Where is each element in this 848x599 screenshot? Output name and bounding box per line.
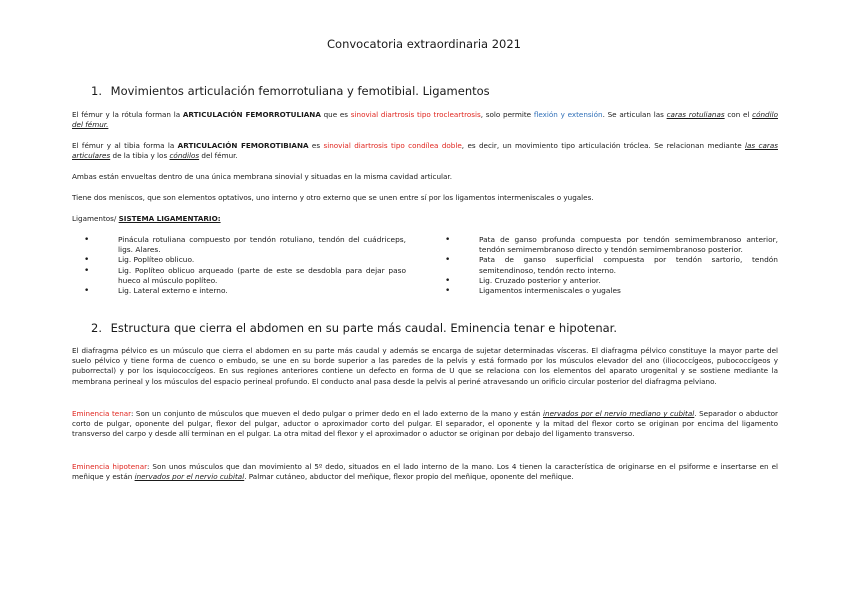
paragraph-eminencia-tenar xyxy=(72,409,778,440)
text-run: del fémur. xyxy=(199,151,238,161)
list-item: • Lig. Poplíteo oblicuo arqueado (parte de este se desdobla para dejar paso hueco al músculo poplíteo. xyxy=(84,266,406,286)
list-item: • Pata de ganso superficial compuesta por tendón sartorio, tendón semitendinoso, tendón recto interno. xyxy=(445,255,778,275)
eminencia-hipotenar-label: Eminencia hipotenar xyxy=(72,462,147,471)
section-1-number: 1. xyxy=(91,84,102,98)
document-title: Convocatoria extraordinaria 2021 xyxy=(327,37,521,51)
list-item: • Pinácula rotuliana compuesto por tendón rotuliano, tendón del cuádriceps, ligs. Alares. xyxy=(84,235,406,255)
text-run: , es decir, un movimiento tipo articulación tróclea. Se relacionan mediante xyxy=(461,141,746,150)
text-run: de la tibia y los xyxy=(110,151,170,161)
text-run-red: sinovial diartrosis tipo condílea doble xyxy=(323,141,462,150)
text-run-underlined: inervados por el nervio mediano y cubital xyxy=(543,409,695,418)
text-run: El fémur y al tibia forma la xyxy=(72,141,178,150)
text-run: que es xyxy=(320,110,351,119)
text-run-underlined: las caras articulares xyxy=(72,141,779,161)
section-1-heading xyxy=(91,84,490,98)
text-run-red: sinovial diartrosis tipo trocleartrosis xyxy=(350,110,481,119)
list-item: • Pata de ganso profunda compuesta por tendón semimembranoso anterior, tendón semimembranoso directo y tendón semimembranoso posterior. xyxy=(445,235,778,255)
ligament-system-title: SISTEMA LIGAMENTARIO: xyxy=(118,214,221,223)
paragraph-femorotibiana xyxy=(72,141,778,161)
ligament-list-left xyxy=(84,235,406,296)
text-run: con el xyxy=(724,110,753,119)
list-item: • Lig. Cruzado posterior y anterior. xyxy=(445,276,778,286)
text-run: es xyxy=(308,141,324,150)
paragraph-diafragma: El diafragma pélvico es un músculo que cierra el abdomen en su parte más caudal y además se encarga de sujetar determinadas vísceras. El diafragma pélvico constituye la mayor parte del suelo pélvico y tiene forma de cuenco o embudo, se une en su borde superior a las paredes de la pelvis y está formado por los músculos elevador del ano (iliococcígeos, pubococcígeos y puborrectal) y por los isquiococcígeos. En sus regiones anteriores contiene un defecto en forma de U que se relaciona con los elementos del aparato urogenital y se sostiene mediante la membrana perineal y los músculos del espacio perineal profundo. El conducto anal pasa desde la pelvis al periné atravesando un orificio circular posterior del diafragma pelviano. xyxy=(72,346,778,386)
text-run: , solo permite xyxy=(480,110,534,119)
ligament-list-right xyxy=(445,235,778,296)
text-run: El fémur y la rótula forman la xyxy=(72,110,183,119)
list-item: • Lig. Poplíteo oblicuo. xyxy=(84,255,406,265)
text-run: : Son un conjunto de músculos que mueven el dedo pulgar o primer dedo en el lado externo de la mano y están xyxy=(130,409,544,418)
list-item: • Lig. Lateral externo e interno. xyxy=(84,286,406,296)
section-2-heading xyxy=(91,321,617,335)
text-run-bold: ARTICULACIÓN FEMORROTULIANA xyxy=(182,110,321,119)
ligamentos-label xyxy=(72,214,778,224)
paragraph-membrana: Ambas están envueltas dentro de una única membrana sinovial y situadas en la misma cavidad articular. xyxy=(72,172,452,181)
text-run: . Palmar cutáneo, abductor del meñique, flexor propio del meñique, oponente del meñique. xyxy=(244,472,574,482)
paragraph-femorrotuliana xyxy=(72,110,778,130)
paragraph-meniscos: Tiene dos meniscos, que son elementos optativos, uno interno y otro externo que se unen entre sí por los ligamentos intermeniscales o yugales. xyxy=(72,193,594,202)
section-1-heading-text: Movimientos articulación femorrotuliana y femotibial. Ligamentos xyxy=(110,84,490,98)
text-run-underlined: caras rotulianas xyxy=(666,110,725,119)
paragraph-eminencia-hipotenar xyxy=(72,462,778,482)
text-run: : Son unos músculos que dan movimiento al 5º dedo, situados en el lado interno de la mano. Los 4 tienen la característica de originarse en el psiforme e insertarse en el meñique y están xyxy=(72,462,778,482)
list-item: • Ligamentos intermeniscales o yugales xyxy=(445,286,778,296)
section-2-heading-text: Estructura que cierra el abdomen en su parte más caudal. Eminencia tenar e hipotenar. xyxy=(110,321,618,335)
text-run-underlined: cóndilos xyxy=(169,151,200,161)
text-run-blue: flexión y extensión xyxy=(533,110,603,119)
section-2-number: 2. xyxy=(91,321,102,335)
text-run: . Separador o abductor corto de pulgar, oponente del pulgar, flexor del pulgar, aductor o aproximador corto del pulgar. El separador, el oponente y la mitad del flexor corto se originan por encima del ligamento transverso del carpo y desde allí terminan en el pulgar. La otra mitad del flexor y el aproximador o aductor se originan por debajo del ligamento transverso. xyxy=(72,409,778,439)
text-run-bold: ARTICULACIÓN FEMOROTIBIANA xyxy=(177,141,309,150)
text-run-underlined: cóndilo del fémur. xyxy=(72,110,778,130)
eminencia-tenar-label: Eminencia tenar xyxy=(72,409,131,418)
text-run: Ligamentos/ xyxy=(72,214,119,223)
text-run: . Se articulan las xyxy=(602,110,667,119)
text-run-underlined: inervados por el nervio cubital xyxy=(134,472,245,482)
